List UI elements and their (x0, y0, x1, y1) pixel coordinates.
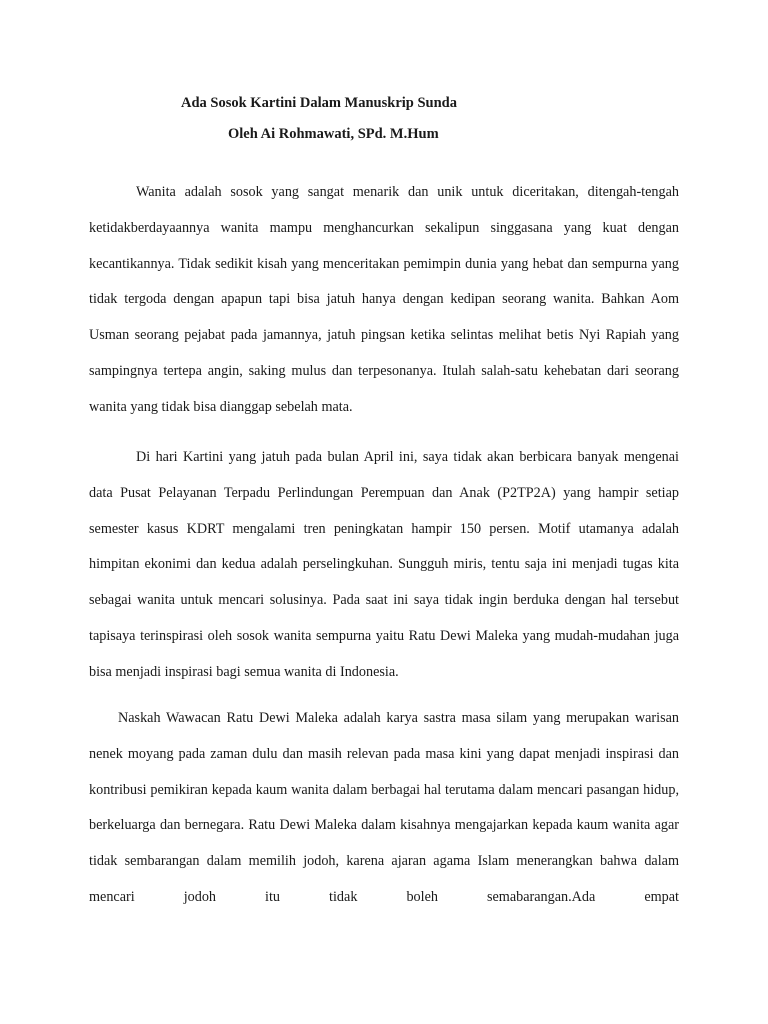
paragraph-3: Naskah Wawacan Ratu Dewi Maleka adalah karya sastra masa silam yang merupakan warisan nenek moyang pada zaman dulu dan masih relevan pada masa kini yang dapat menjadi inspirasi dan kontribusi pemikiran kepada kaum wanita dalam berbagai hal terutama dalam mencari pasangan hidup, berkeluarga dan bernegara. Ratu Dewi Maleka dalam kisahnya mengajarkan kepada kaum wanita agar tidak sembarangan dalam memilih jodoh, karena ajaran agama Islam menerangkan bahwa dalam mencari jodoh itu tidak boleh semabarangan.Ada empat (89, 710, 679, 905)
document-title: Ada Sosok Kartini Dalam Manuskrip Sunda (181, 95, 457, 111)
paragraph-2: Di hari Kartini yang jatuh pada bulan April ini, saya tidak akan berbicara banyak mengenai data Pusat Pelayanan Terpadu Perlindungan Perempuan dan Anak (P2TP2A) yang hampir setiap semester kasus KDRT mengalami tren peningkatan hampir 150 persen. Motif utamanya adalah himpitan ekonimi dan kedua adalah perselingkuhan. Sungguh miris, tentu saja ini menjadi tugas kita sebagai wanita untuk mencari solusinya. Pada saat ini saya tidak ingin berduka dengan hal tersebut tapisaya terinspirasi oleh sosok wanita sempurna yaitu Ratu Dewi Maleka yang mudah-mudahan juga bisa menjadi inspirasi bagi semua wanita di Indonesia. (89, 449, 679, 680)
author-line: Oleh Ai Rohmawati, SPd. M.Hum (228, 126, 439, 142)
document-title-container (0, 93, 768, 113)
paragraph-1: Wanita adalah sosok yang sangat menarik dan unik untuk diceritakan, ditengah-tengah ketidakberdayaannya wanita mampu menghancurkan sekalipun singgasana yang kuat dengan kecantikannya. Tidak sedikit kisah yang menceritakan pemimpin dunia yang hebat dan sempurna yang tidak tergoda dengan apapun tapi bisa jatuh hanya dengan kedipan seorang wanita. Bahkan Aom Usman seorang pejabat pada jamannya, jatuh pingsan ketika selintas melihat betis Nyi Rapiah yang sampingnya tertepa angin, saking mulus dan terpesonanya. Itulah salah-satu kehebatan dari seorang wanita yang tidak bisa dianggap sebelah mata. (89, 184, 679, 415)
